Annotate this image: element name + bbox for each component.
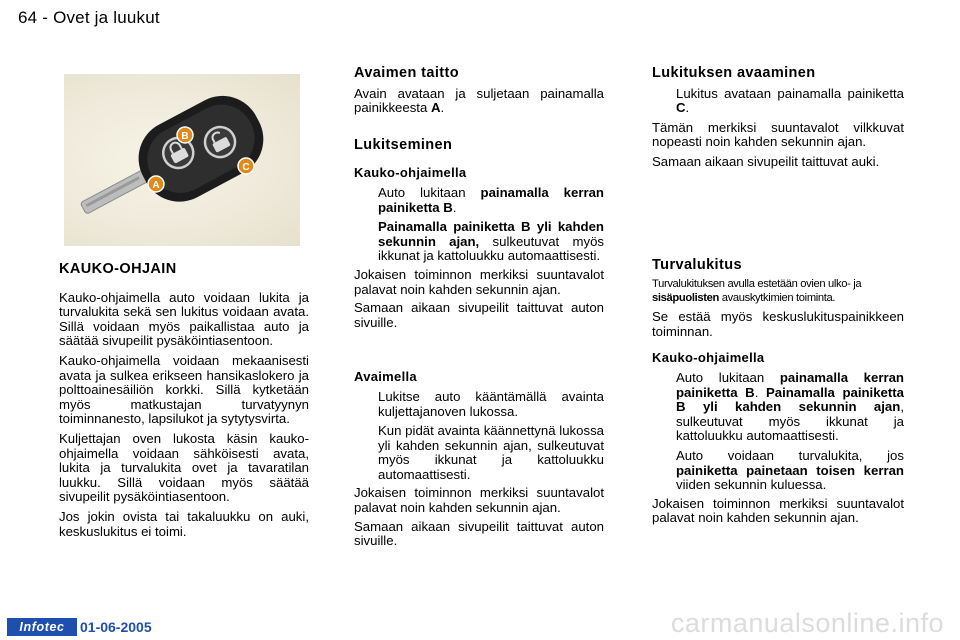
paragraph-key-fold: Avain avataan ja suljetaan painamalla painikkeesta A. [354,85,604,116]
footer-date: 01-06-2005 [80,619,152,635]
paragraph: Samaan aikaan sivupeilit taittuvat auki. [652,153,880,169]
subheading-remote: Kauko-ohjaimella [652,350,765,366]
column-locking [354,66,604,549]
callout-a-label: A [152,180,160,191]
callout-c-label: C [242,162,250,173]
list-item: Auto voidaan turvalukita, jos painiketta painetaan toisen kerran viiden sekunnin kuluessa. [676,447,904,493]
heading-locking: Lukitseminen [354,136,453,153]
paragraph: Kuljettajan oven lukosta käsin kauko-ohjaimella voidaan sähköisesti avata, lukita ja turvalukita ovet ja tavaratilan luukku. Sillä voidaan myös säätää sivupeilit pysäköintiasentoon. [59,430,309,505]
list-item: Kun pidät avainta käännettynä lukossa yli kahden sekunnin ajan, sulkeutuvat myös ikkunat ja kattoluukku automaattisesti. [378,423,604,482]
column-remote-control [59,262,309,539]
callout-b-label: B [181,131,189,142]
paragraph: Jokaisen toiminnon merkiksi suuntavalot palavat noin kahden sekunnin ajan. [354,266,604,297]
key-fob-illustration [64,74,300,246]
page-number: 64 [18,8,38,27]
paragraph: Kauko-ohjaimella auto voidaan lukita ja turvalukita sekä sen lukitus voidaan avata. Sillä voidaan myös paikallistaa auto ja säätää sivupeilit pysäköintiasentoon. [59,289,309,349]
heading-key-fold: Avaimen taitto [354,65,459,81]
page-title: Ovet ja luukut [53,8,160,27]
paragraph-deadlock-note: Turvalukituksen avulla estetään ovien ulko- ja sisäpuolisten avauskytkimien toiminta. [652,278,862,304]
paragraph: Tämän merkiksi suuntavalot vilkkuvat nopeasti noin kahden sekunnin ajan. [652,119,904,150]
header-separator: - [42,8,49,27]
subheading-key: Avaimella [354,369,417,385]
heading-remote-control: KAUKO-OHJAIN [59,261,177,277]
paragraph: Jos jokin ovista tai takaluukku on auki, keskuslukitus ei toimi. [59,508,309,539]
list-item: Auto lukitaan painamalla kerran painiketta B. [378,184,604,215]
paragraph: Se estää myös keskuslukituspainikkeen toiminnan. [652,309,904,339]
heading-unlocking: Lukituksen avaaminen [652,65,816,81]
infotec-logo: Infotec [7,618,77,636]
paragraph: Jokaisen toiminnon merkiksi suuntavalot palavat noin kahden sekunnin ajan. [354,485,604,516]
column-unlocking [652,66,904,526]
paragraph: Samaan aikaan sivupeilit taittuvat auton sivuille. [354,518,604,549]
paragraph: Kauko-ohjaimella voidaan mekaanisesti avata ja sulkea erikseen hansikaslokero ja polttoainesäiliön korkki. Sillä kytketään myös matkustajan turvatyynyn toiminnanesto, lapsilukot ja sytytysvirta. [59,352,309,427]
key-fob-photo [64,74,300,246]
subheading-remote: Kauko-ohjaimella [354,165,467,181]
watermark: carmanualsonline.info [670,608,944,638]
list-item: Auto lukitaan painamalla kerran painiketta B. Painamalla painiketta B yli kahden sekunnin ajan, sulkeutuvat myös ikkunat ja kattoluukku automaattisesti. [676,369,905,444]
key-blade-groove [86,176,140,207]
paragraph: Jokaisen toiminnon merkiksi suuntavalot palavat noin kahden sekunnin ajan. [652,495,904,526]
paragraph: Samaan aikaan sivupeilit taittuvat auton sivuille. [354,300,604,330]
list-item: Lukitus avataan painamalla painiketta C. [676,85,904,116]
page-header [18,8,160,28]
heading-deadlocking: Turvalukitus [652,256,742,273]
list-item: Lukitse auto kääntämällä avainta kuljettajanoven lukossa. [378,388,604,419]
list-item: Painamalla painiketta B yli kahden sekunnin ajan, sulkeutuvat myös ikkunat ja kattoluukku automaattisesti. [378,219,605,264]
